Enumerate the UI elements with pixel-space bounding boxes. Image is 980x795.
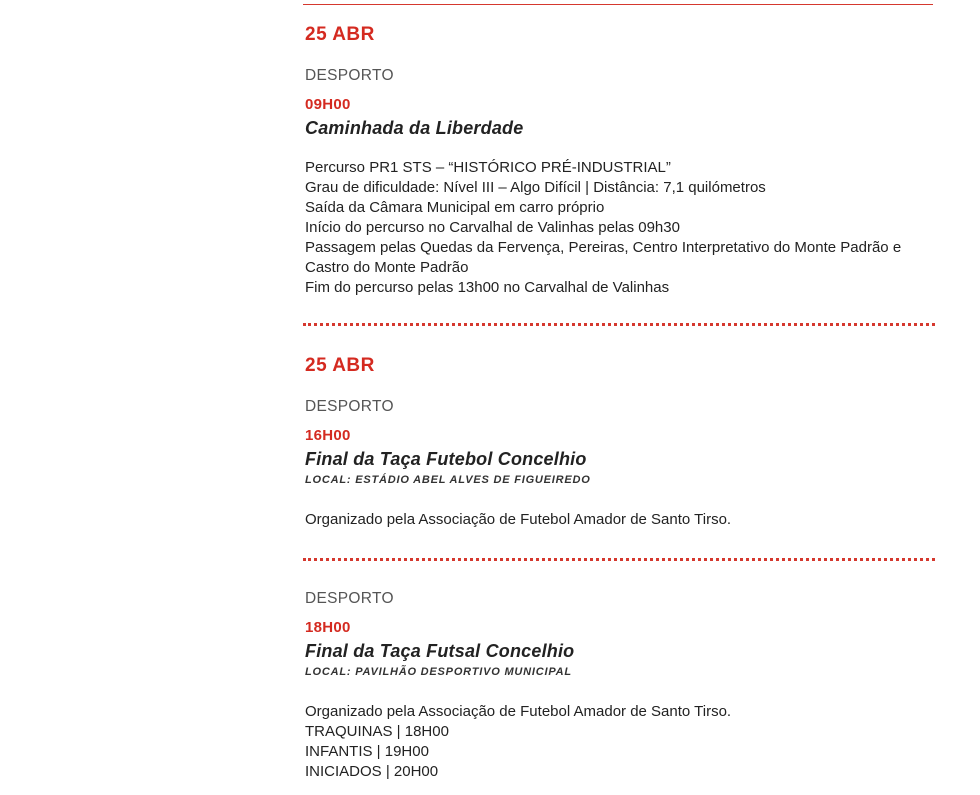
event-description: [305, 510, 937, 530]
description-line: Grau de dificuldade: Nível III – Algo Difícil | Distância: 7,1 quilómetros: [305, 179, 766, 196]
event-time: 18H00: [305, 619, 351, 636]
description-line: INFANTIS | 19H00: [305, 743, 429, 760]
event-title: Final da Taça Futebol Concelhio: [305, 449, 587, 469]
dotted-divider: [303, 558, 935, 561]
event-category: DESPORTO: [305, 590, 394, 607]
description-line: Organizado pela Associação de Futebol Amador de Santo Tirso.: [305, 703, 732, 720]
event-location: LOCAL: ESTÁDIO ABEL ALVES DE FIGUEIREDO: [305, 474, 591, 486]
description-line: Organizado pela Associação de Futebol Amador de Santo Tirso.: [305, 511, 732, 528]
event-title: Final da Taça Futsal Concelhio: [305, 641, 575, 661]
description-line: Passagem pelas Quedas da Fervença, Pereiras, Centro Interpretativo do Monte Padrão e Castro do Monte Padrão: [305, 239, 902, 276]
event-time: 09H00: [305, 96, 351, 113]
event-category: DESPORTO: [305, 67, 394, 84]
description-line: TRAQUINAS | 18H00: [305, 723, 449, 740]
description-line: Início do percurso no Carvalhal de Valinhas pelas 09h30: [305, 219, 680, 236]
event-date: 25 ABR: [305, 355, 375, 376]
event-date: 25 ABR: [305, 24, 375, 45]
top-divider: [303, 4, 933, 5]
event-description: [305, 158, 937, 298]
description-line: INICIADOS | 20H00: [305, 763, 439, 780]
dotted-divider: [303, 323, 935, 326]
event-category: DESPORTO: [305, 398, 394, 415]
description-line: Percurso PR1 STS – “HISTÓRICO PRÉ-INDUSTRIAL”: [305, 159, 671, 176]
description-line: Fim do percurso pelas 13h00 no Carvalhal de Valinhas: [305, 279, 670, 296]
event-time: 16H00: [305, 427, 351, 444]
event-location: LOCAL: PAVILHÃO DESPORTIVO MUNICIPAL: [305, 666, 572, 678]
description-line: Saída da Câmara Municipal em carro próprio: [305, 199, 605, 216]
event-title: Caminhada da Liberdade: [305, 118, 524, 138]
event-description: [305, 702, 937, 782]
